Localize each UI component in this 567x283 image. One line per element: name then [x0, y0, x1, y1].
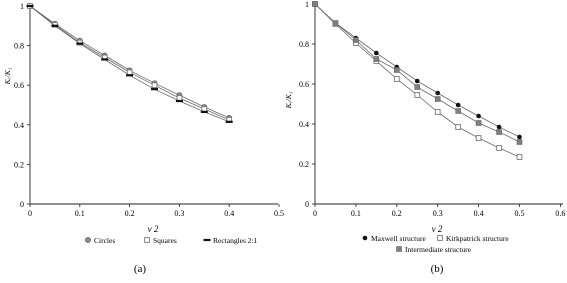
- data-point: [497, 146, 502, 151]
- data-point: [126, 74, 133, 76]
- data-point: [27, 5, 34, 7]
- series-line: [315, 4, 520, 137]
- x-tick-label: 0.1: [350, 209, 361, 218]
- data-point: [176, 100, 183, 102]
- y-tick-label: 1: [20, 2, 24, 11]
- data-point: [151, 88, 158, 90]
- series-maxwell-structure: [313, 2, 522, 140]
- x-tick-label: 0.1: [74, 209, 85, 218]
- x-tick-label: 0: [313, 209, 317, 218]
- y-tick-label: 0.6: [299, 80, 309, 89]
- data-point: [456, 109, 461, 114]
- data-point: [476, 136, 481, 141]
- data-point: [415, 85, 420, 90]
- series-circles: [27, 3, 231, 120]
- data-point: [353, 38, 358, 43]
- legend-marker: [145, 238, 150, 243]
- x-tick-label: 0.3: [432, 209, 443, 218]
- data-point: [333, 21, 338, 26]
- data-point: [415, 93, 420, 98]
- data-point: [517, 155, 522, 160]
- data-point: [456, 103, 461, 108]
- y-tick-label: 0.8: [14, 41, 24, 51]
- panel-a-chart: [3, 2, 284, 275]
- panel-label: (b): [430, 263, 444, 275]
- y-tick-label: 0.2: [299, 160, 309, 169]
- data-point: [313, 2, 318, 7]
- y-tick-label: 0.4: [14, 120, 24, 130]
- data-point: [394, 77, 399, 82]
- panel-b-chart: [284, 0, 565, 275]
- data-point: [517, 140, 522, 145]
- y-tick-label: 0.8: [299, 40, 309, 49]
- x-tick-label: 0.2: [391, 209, 402, 218]
- y-tick-label: 0.4: [299, 120, 309, 129]
- x-tick-label: 0.3: [174, 209, 185, 218]
- legend-label: Intermediate structure: [405, 245, 472, 254]
- data-point: [476, 121, 481, 126]
- y-tick-label: 0.6: [14, 81, 24, 91]
- data-point: [76, 43, 83, 45]
- y-tick-label: 1: [305, 0, 309, 9]
- data-point: [517, 135, 522, 140]
- data-point: [415, 79, 420, 84]
- x-tick-label: 0.5: [274, 209, 284, 218]
- legend-label: Rectangles 2:1: [213, 236, 258, 245]
- data-point: [177, 96, 182, 101]
- data-point: [101, 58, 108, 60]
- legend-label: Circles: [94, 236, 116, 245]
- series-intermediate-structure: [313, 2, 523, 145]
- x-tick-label: 0.5: [514, 209, 525, 218]
- data-point: [374, 57, 379, 62]
- series-squares: [28, 4, 232, 123]
- legend-label: Squares: [153, 236, 177, 245]
- data-point: [201, 111, 208, 113]
- data-point: [435, 110, 440, 115]
- data-point: [374, 51, 379, 56]
- data-point: [497, 125, 502, 130]
- series-line: [30, 6, 229, 118]
- x-tick-label: 0.6: [555, 209, 566, 218]
- legend-label: Kirkpatrick structure: [446, 234, 509, 243]
- x-axis-title: v 2: [431, 224, 443, 234]
- y-tick-label: 0.2: [14, 160, 24, 170]
- series-line: [30, 6, 229, 120]
- x-tick-label: 0.2: [124, 209, 135, 218]
- x-tick-label: 0: [28, 209, 32, 218]
- x-axis-title: v 2: [147, 224, 159, 234]
- legend-marker: [397, 247, 402, 252]
- x-tick-label: 0.4: [473, 209, 484, 218]
- data-point: [435, 91, 440, 96]
- data-point: [497, 130, 502, 135]
- x-tick-label: 0.4: [224, 209, 235, 218]
- data-point: [51, 25, 58, 27]
- data-point: [226, 121, 233, 123]
- legend-label: Maxwell structure: [371, 234, 426, 243]
- panel-label: (a): [133, 263, 147, 275]
- data-point: [202, 107, 207, 112]
- y-axis-title: Kₑ/K₁: [3, 67, 12, 85]
- y-tick-label: 0: [20, 200, 24, 209]
- legend-marker: [363, 236, 368, 241]
- data-point: [435, 97, 440, 102]
- data-point: [152, 83, 157, 88]
- data-point: [476, 114, 481, 119]
- legend-marker: [85, 237, 90, 242]
- legend-marker: [204, 239, 211, 241]
- y-tick-label: 0: [305, 200, 309, 209]
- data-point: [394, 68, 399, 73]
- data-point: [456, 125, 461, 130]
- y-axis-title: Kₑ/K₁: [284, 91, 293, 109]
- legend-marker: [438, 236, 443, 241]
